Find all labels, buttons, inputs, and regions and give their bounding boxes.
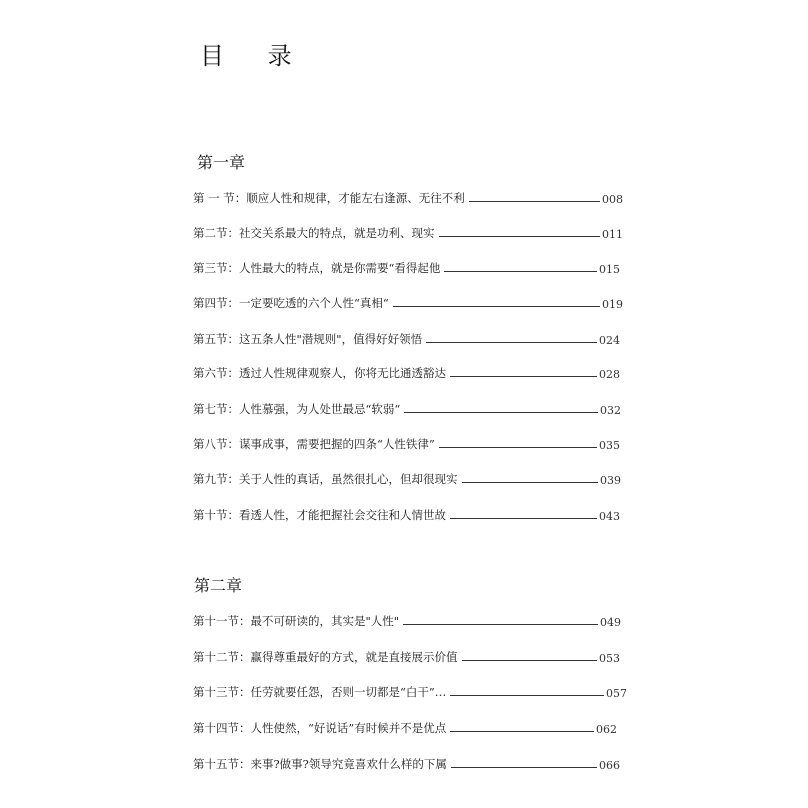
entry-label: 第四节：一定要吃透的六个人性“真相“ xyxy=(193,296,389,310)
toc-entry[interactable] xyxy=(193,467,621,487)
entry-page-number: 066 xyxy=(599,759,620,772)
dot-leader xyxy=(469,201,600,202)
entry-label: 第 一 节：顺应人性和规律，才能左右逢源、无往不利 xyxy=(193,191,465,205)
entry-page-number: 028 xyxy=(599,368,620,381)
toc-entry[interactable] xyxy=(193,327,620,347)
toc-entry[interactable] xyxy=(193,291,623,311)
entry-label: 第七节：人性慕强，为人处世最忌“软弱“ xyxy=(193,402,401,416)
dot-leader xyxy=(404,412,598,413)
entry-page-number: 024 xyxy=(599,334,620,347)
entry-page-number: 062 xyxy=(596,723,617,736)
toc-entry[interactable] xyxy=(193,397,621,417)
toc-entry[interactable] xyxy=(193,680,627,700)
toc-entry[interactable] xyxy=(193,645,620,665)
entry-page-number: 057 xyxy=(606,687,627,700)
dot-leader xyxy=(451,767,597,768)
dot-leader xyxy=(444,271,597,272)
entry-page-number: 035 xyxy=(599,439,620,452)
toc-entry[interactable] xyxy=(193,256,620,276)
toc-entry[interactable] xyxy=(193,752,620,772)
dot-leader xyxy=(450,695,604,696)
entry-label: 第十五节：来事?做事?领导究竟喜欢什么样的下属 xyxy=(193,757,447,771)
entry-label: 第三节：人性最大的特点，就是你需要“看得起他 xyxy=(193,261,441,275)
entry-page-number: 043 xyxy=(599,510,620,523)
entry-label: 第二节：社交关系最大的特点，就是功利、现实 xyxy=(193,226,435,240)
toc-entry[interactable] xyxy=(193,221,623,241)
entry-label: 第九节：关于人性的真话，虽然很扎心，但却很现实 xyxy=(193,472,458,486)
chapter-heading-1: 第一章 xyxy=(197,153,246,172)
dot-leader xyxy=(462,660,598,661)
entry-page-number: 019 xyxy=(602,298,623,311)
entry-page-number: 015 xyxy=(599,263,620,276)
dot-leader xyxy=(426,342,597,343)
chapter-heading-2: 第二章 xyxy=(194,576,243,595)
toc-entry[interactable] xyxy=(193,432,620,452)
entry-label: 第八节：谋事成事，需要把握的四条“人性铁律” xyxy=(193,437,435,451)
dot-leader xyxy=(439,447,597,448)
entry-page-number: 053 xyxy=(599,652,620,665)
entry-page-number: 008 xyxy=(602,193,623,206)
entry-label: 第十四节：人性使然，“好说话”有时候并不是优点 xyxy=(193,721,447,735)
dot-leader xyxy=(439,236,601,237)
entry-label: 第十节：看透人性，才能把握社会交往和人情世故 xyxy=(193,508,446,522)
dot-leader xyxy=(450,518,597,519)
entry-page-number: 011 xyxy=(602,228,623,241)
entry-page-number: 032 xyxy=(600,404,621,417)
entry-label: 第十一节：最不可研读的，其实是"人性" xyxy=(193,614,400,628)
toc-entry[interactable] xyxy=(193,609,621,629)
dot-leader xyxy=(450,376,597,377)
dot-leader xyxy=(450,731,594,732)
entry-label: 第十三节：任劳就要任怨，否则一切都是“白干”… xyxy=(193,685,447,699)
dot-leader xyxy=(393,306,600,307)
entry-label: 第五节：这五条人性"潜规则"，值得好好领悟 xyxy=(193,332,423,346)
toc-entry[interactable] xyxy=(193,186,623,206)
entry-page-number: 039 xyxy=(600,474,621,487)
entry-page-number: 049 xyxy=(600,616,621,629)
toc-entry[interactable] xyxy=(193,503,620,523)
toc-title: 目 录 xyxy=(200,42,310,70)
toc-entry[interactable] xyxy=(193,716,617,736)
toc-entry[interactable] xyxy=(193,361,620,381)
dot-leader xyxy=(403,624,598,625)
entry-label: 第十二节：赢得尊重最好的方式，就是直接展示价值 xyxy=(193,650,458,664)
entry-label: 第六节：透过人性规律观察人，你将无比通透豁达 xyxy=(193,366,446,380)
dot-leader xyxy=(462,482,599,483)
